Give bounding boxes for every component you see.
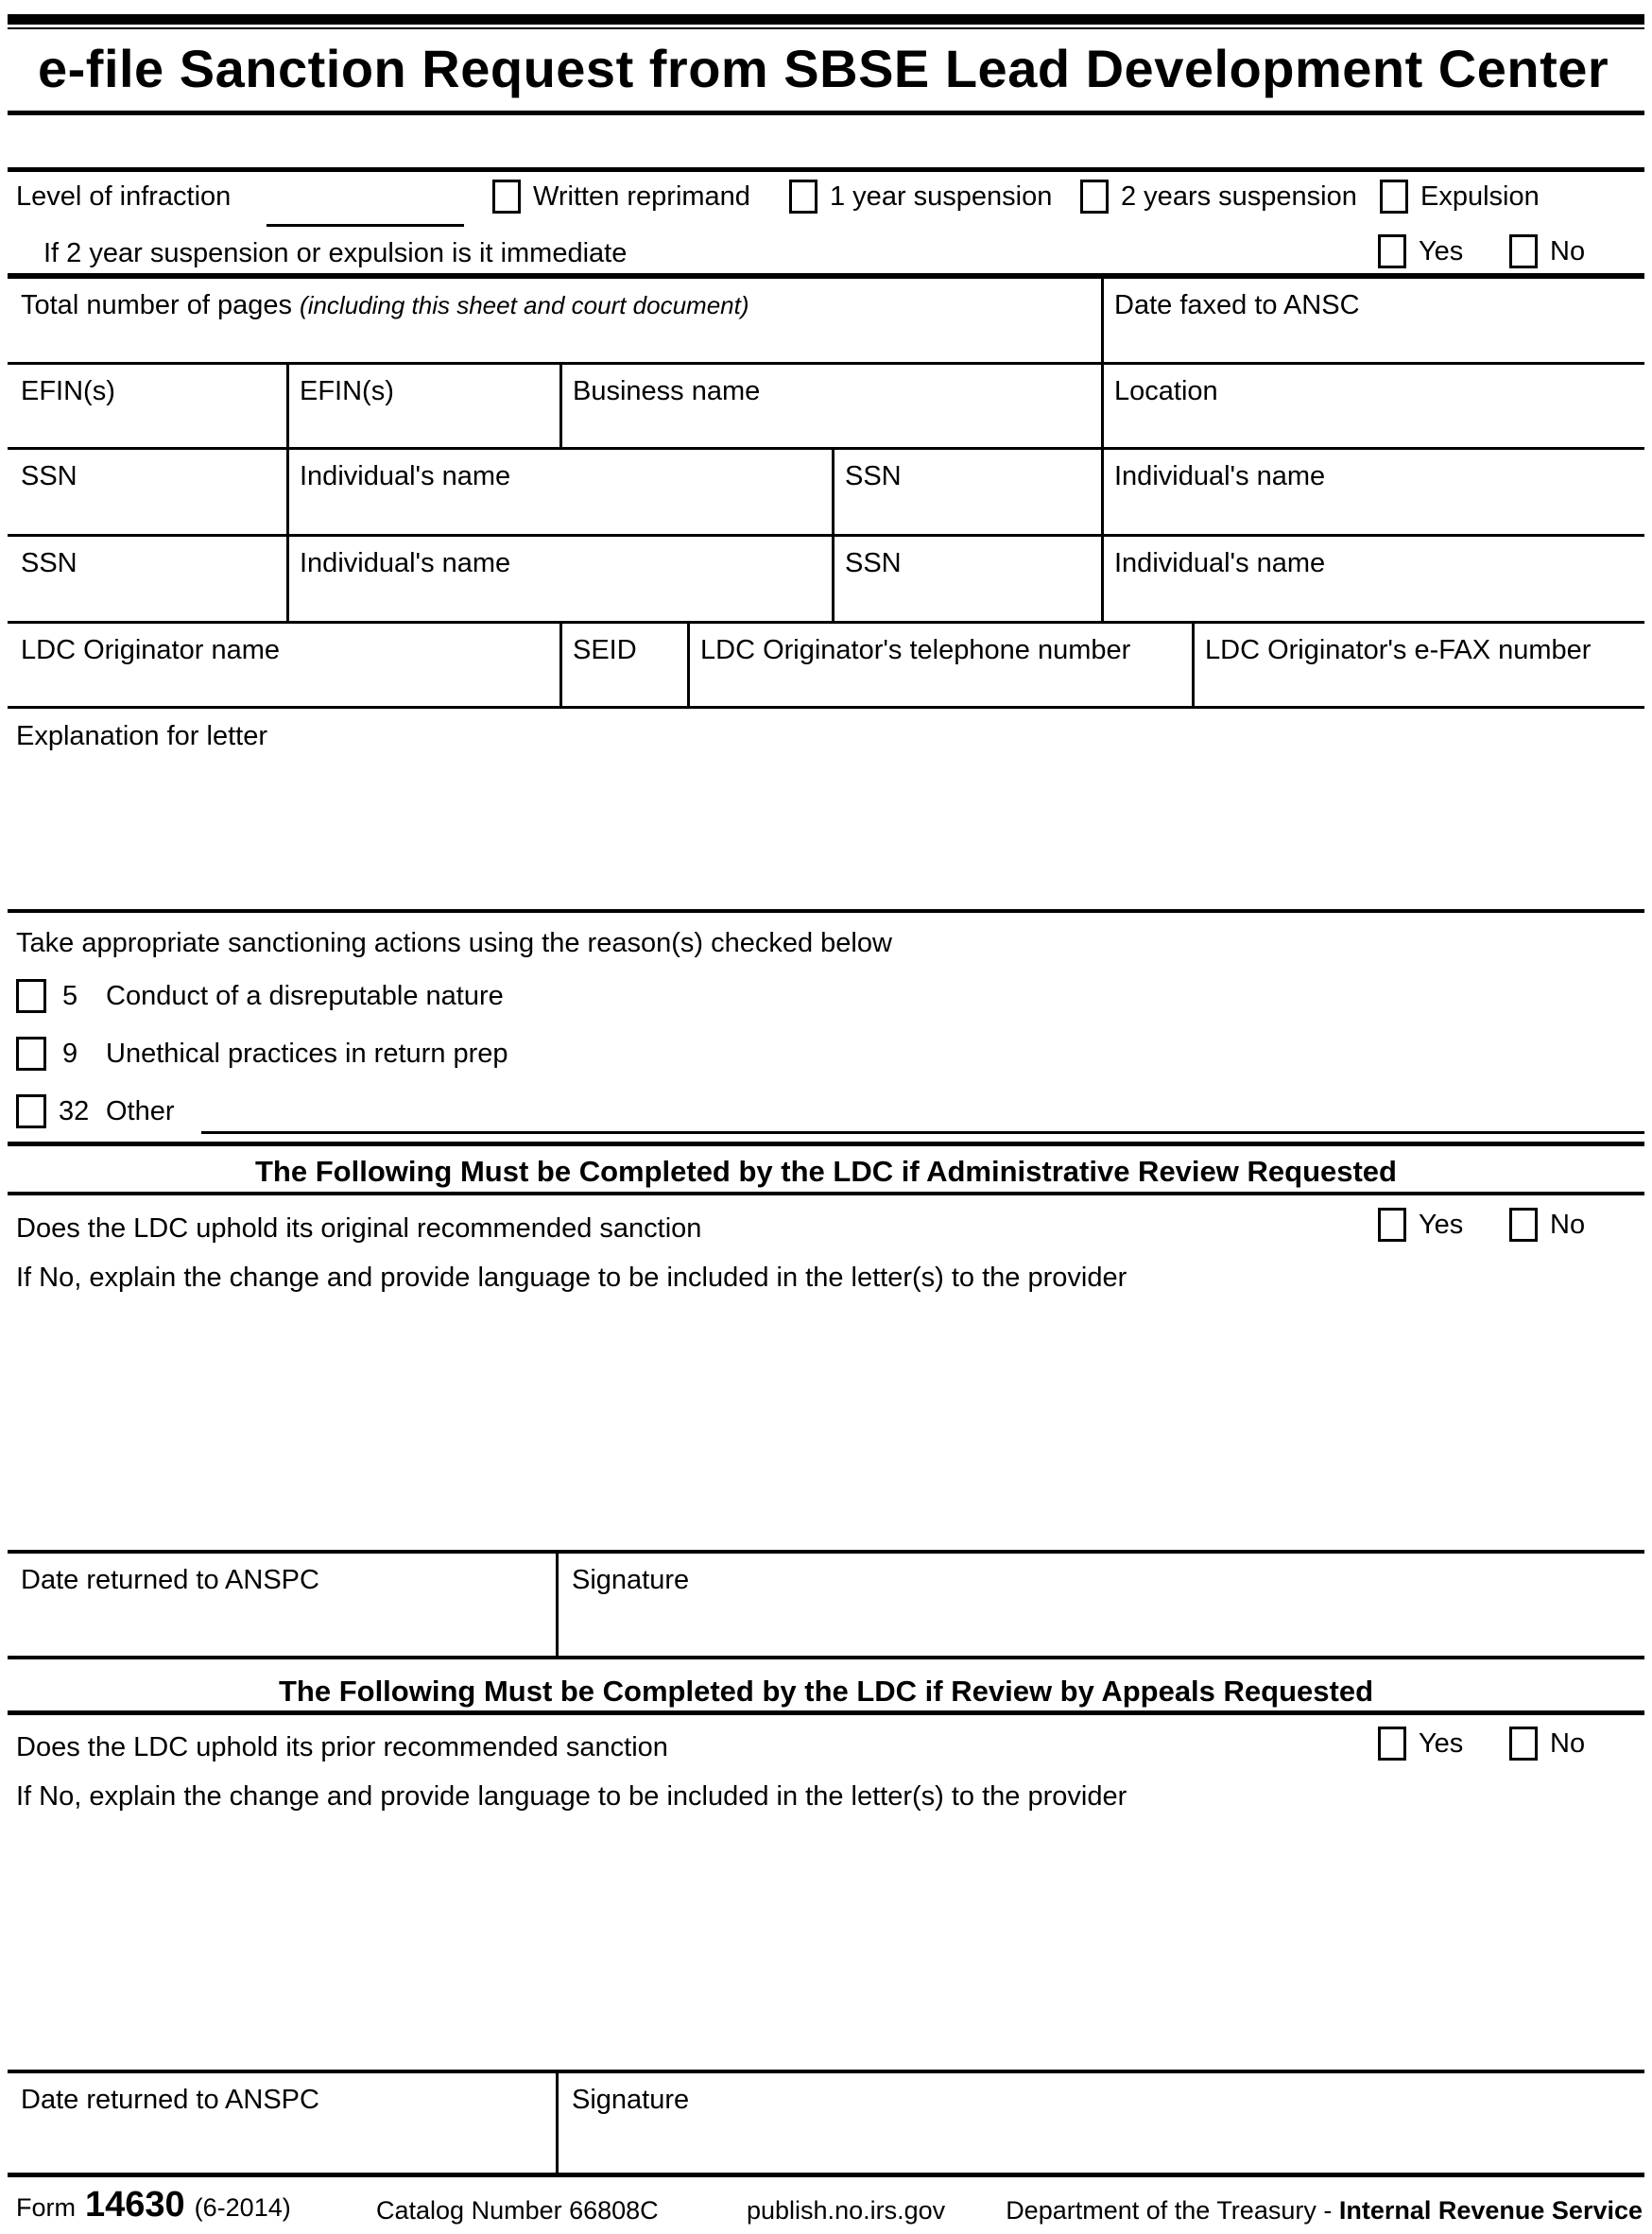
reason-5-label: Conduct of a disreputable nature xyxy=(106,980,504,1011)
admin-signature-table-bottom-rule xyxy=(8,1656,1644,1659)
one-year-suspension-label: 1 year suspension xyxy=(830,180,1053,212)
department-line xyxy=(1006,2196,1643,2225)
immediate-no-label: No xyxy=(1550,235,1586,266)
appeals-review-header: The Following Must be Completed by the LDC if Review by Appeals Requested xyxy=(278,1675,1374,1708)
reason-5-code: 5 xyxy=(62,980,78,1011)
admin-explanation-area[interactable] xyxy=(8,1299,1644,1547)
admin-review-header: The Following Must be Completed by the LDC if Administrative Review Requested xyxy=(255,1155,1397,1188)
seid-label: SEID xyxy=(573,635,637,665)
page-title: e-file Sanction Request from SBSE Lead Development Center xyxy=(38,39,1609,98)
individual-name-label: Individual's name xyxy=(1114,548,1326,578)
location-label: Location xyxy=(1114,376,1218,406)
ldc-telephone-field[interactable] xyxy=(687,624,1192,706)
individual-name-label: Individual's name xyxy=(300,548,511,578)
form-number: 14630 xyxy=(85,2185,185,2225)
immediate-question-label: If 2 year suspension or expulsion is it immediate xyxy=(43,238,628,268)
ldc-originator-name-label: LDC Originator name xyxy=(21,635,280,665)
catalog-number: Catalog Number 66808C xyxy=(376,2196,659,2225)
ssn-4-field[interactable] xyxy=(832,537,1101,621)
level-of-infraction-input-line[interactable] xyxy=(267,224,464,227)
ldc-efax-label: LDC Originator's e-FAX number xyxy=(1205,635,1592,665)
admin-review-top-rule xyxy=(8,1142,1644,1146)
admin-review-header-rule xyxy=(8,1192,1644,1195)
ldc-efax-field[interactable] xyxy=(1192,624,1644,706)
appeals-no-label: No xyxy=(1550,1727,1586,1759)
individual-name-4-field[interactable] xyxy=(1101,537,1644,621)
admin-no-checkbox[interactable] xyxy=(1509,1208,1538,1242)
ssn-label: SSN xyxy=(845,548,902,578)
reason-9-label: Unethical practices in return prep xyxy=(106,1038,508,1069)
ssn-label: SSN xyxy=(21,548,77,578)
efin-2-field[interactable] xyxy=(286,365,559,447)
level-of-infraction-label: Level of infraction xyxy=(16,181,232,212)
reason-32-checkbox[interactable] xyxy=(16,1094,46,1128)
appeals-yes-checkbox[interactable] xyxy=(1378,1727,1406,1761)
individual-name-2-field[interactable] xyxy=(1101,450,1644,534)
sanctions-top-rule xyxy=(8,909,1644,913)
appeals-if-no-instruction: If No, explain the change and provide language to be included in the letter(s) to the provider xyxy=(16,1781,1127,1812)
reason-9-row xyxy=(16,1037,508,1071)
location-field[interactable] xyxy=(1101,365,1644,447)
appeals-yes-option xyxy=(1378,1727,1463,1761)
individual-name-label: Individual's name xyxy=(300,461,511,491)
admin-yes-label: Yes xyxy=(1419,1209,1464,1240)
seid-field[interactable] xyxy=(559,624,687,706)
appeals-date-returned-field[interactable] xyxy=(8,2073,556,2173)
individual-name-1-field[interactable] xyxy=(286,450,832,534)
appeals-uphold-question: Does the LDC uphold its prior recommended sanction xyxy=(16,1732,668,1762)
option-1-year-suspension xyxy=(789,180,1052,214)
reason-other-input-line[interactable] xyxy=(201,1131,1644,1134)
footer-top-rule xyxy=(8,2173,1644,2177)
admin-no-option xyxy=(1509,1208,1585,1242)
sanctions-instruction: Take appropriate sanctioning actions using the reason(s) checked below xyxy=(16,928,892,958)
admin-uphold-question: Does the LDC uphold its original recommended sanction xyxy=(16,1213,702,1244)
appeals-explanation-area[interactable] xyxy=(8,1819,1644,2067)
admin-if-no-instruction: If No, explain the change and provide language to be included in the letter(s) to the provider xyxy=(16,1263,1127,1293)
efin-1-field[interactable] xyxy=(8,365,286,447)
ldc-telephone-label: LDC Originator's telephone number xyxy=(700,635,1131,665)
immediate-no-checkbox[interactable] xyxy=(1509,234,1538,268)
immediate-yes-option xyxy=(1378,234,1463,268)
date-faxed-label: Date faxed to ANSC xyxy=(1114,290,1360,320)
department-label: Department of the Treasury - xyxy=(1006,2196,1339,2225)
one-year-suspension-checkbox[interactable] xyxy=(789,180,817,214)
form-identifier xyxy=(16,2185,291,2225)
admin-signature-label: Signature xyxy=(572,1565,690,1595)
expulsion-label: Expulsion xyxy=(1420,180,1540,212)
publish-website: publish.no.irs.gov xyxy=(747,2196,946,2225)
explanation-for-letter-label: Explanation for letter xyxy=(16,721,267,751)
written-reprimand-checkbox[interactable] xyxy=(492,180,521,214)
immediate-yes-checkbox[interactable] xyxy=(1378,234,1406,268)
expulsion-checkbox[interactable] xyxy=(1380,180,1408,214)
total-pages-field[interactable] xyxy=(8,279,1101,362)
appeals-date-returned-label: Date returned to ANSPC xyxy=(21,2085,319,2115)
appeals-no-option xyxy=(1509,1727,1585,1761)
reason-5-row xyxy=(16,979,504,1013)
appeals-signature-label: Signature xyxy=(572,2085,690,2115)
form-word: Form xyxy=(16,2193,76,2222)
top-thin-rule xyxy=(8,27,1644,29)
admin-yes-checkbox[interactable] xyxy=(1378,1208,1406,1242)
option-expulsion xyxy=(1380,180,1540,214)
two-years-suspension-label: 2 years suspension xyxy=(1121,180,1357,212)
option-2-years-suspension xyxy=(1080,180,1357,214)
option-written-reprimand xyxy=(492,180,750,214)
appeals-signature-field[interactable] xyxy=(559,2073,1644,2173)
admin-yes-option xyxy=(1378,1208,1463,1242)
ssn-label: SSN xyxy=(21,461,77,491)
admin-no-label: No xyxy=(1550,1209,1586,1240)
reason-32-row xyxy=(16,1094,175,1128)
ssn-label: SSN xyxy=(845,461,902,491)
date-faxed-field[interactable] xyxy=(1101,279,1644,362)
form-revision: (6-2014) xyxy=(194,2193,291,2222)
appeals-yes-label: Yes xyxy=(1419,1727,1464,1759)
appeals-no-checkbox[interactable] xyxy=(1509,1727,1538,1761)
title-underline-rule xyxy=(8,111,1644,115)
infraction-top-rule xyxy=(8,167,1644,172)
immediate-yes-label: Yes xyxy=(1419,235,1464,266)
ssn-2-field[interactable] xyxy=(832,450,1101,534)
ldc-originator-name-field[interactable] xyxy=(8,624,559,706)
agency-label: Internal Revenue Service xyxy=(1338,2196,1643,2225)
business-name-label: Business name xyxy=(573,376,761,406)
written-reprimand-label: Written reprimand xyxy=(533,180,750,212)
admin-date-returned-field[interactable] xyxy=(8,1554,556,1656)
admin-date-returned-label: Date returned to ANSPC xyxy=(21,1565,319,1595)
efin-label: EFIN(s) xyxy=(300,376,394,406)
immediate-no-option xyxy=(1509,234,1585,268)
individual-name-3-field[interactable] xyxy=(286,537,832,621)
reason-9-checkbox[interactable] xyxy=(16,1037,46,1071)
appeals-review-header-rule xyxy=(8,1710,1644,1715)
admin-signature-field[interactable] xyxy=(559,1554,1644,1656)
ssn-1-field[interactable] xyxy=(8,450,286,534)
explanation-for-letter-field[interactable] xyxy=(8,709,1644,907)
business-name-field[interactable] xyxy=(559,365,1101,447)
reason-32-label: Other xyxy=(106,1095,175,1126)
two-years-suspension-checkbox[interactable] xyxy=(1080,180,1109,214)
reason-5-checkbox[interactable] xyxy=(16,979,46,1013)
total-pages-label: Total number of pages xyxy=(21,290,292,320)
top-border-bar xyxy=(8,14,1644,25)
efin-label: EFIN(s) xyxy=(21,376,115,406)
ssn-3-field[interactable] xyxy=(8,537,286,621)
reason-9-code: 9 xyxy=(62,1038,78,1069)
individual-name-label: Individual's name xyxy=(1114,461,1326,491)
total-pages-note: (including this sheet and court document) xyxy=(300,291,749,319)
reason-32-code: 32 xyxy=(59,1095,90,1126)
